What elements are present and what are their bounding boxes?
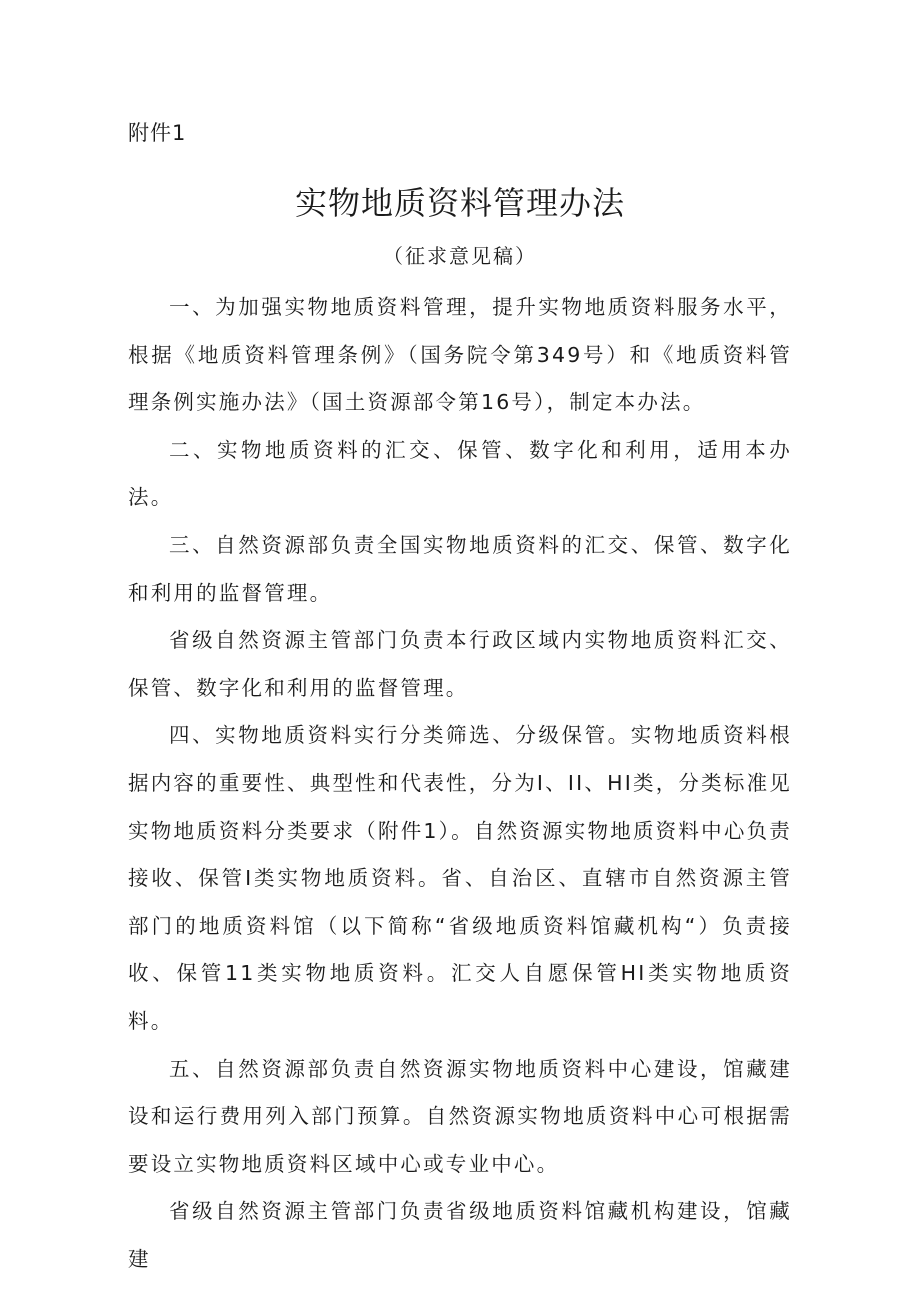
paragraph: 一、为加强实物地质资料管理，提升实物地质资料服务水平，根据《地质资料管理条例》（国务院令第349号）和《地质资料管理条例实施办法》（国土资源部令第16号），制定本办法。 bbox=[128, 295, 792, 415]
paragraph: 二、实物地质资料的汇交、保管、数字化和利用，适用本办法。 bbox=[128, 437, 792, 510]
paragraph: 四、实物地质资料实行分类筛选、分级保管。实物地质资料根据内容的重要性、典型性和代表性，分为I、II、HI类，分类标准见实物地质资料分类要求（附件1）。自然资源实物地质资料中心负责接收、保管I类实物地质资料。省、自治区、直辖市自然资源主管部门的地质资料馆（以下简称“省级地质资料馆藏机构“）负责接收、保管11类实物地质资料。汇交人自愿保管HI类实物地质资料。 bbox=[128, 723, 792, 1033]
paragraph: 省级自然资源主管部门负责本行政区域内实物地质资料汇交、保管、数字化和利用的监督管理。 bbox=[128, 628, 792, 700]
paragraph: 五、自然资源部负责自然资源实物地质资料中心建设，馆藏建设和运行费用列入部门预算。自然资源实物地质资料中心可根据需要设立实物地质资料区域中心或专业中心。 bbox=[128, 1056, 792, 1176]
document-subtitle: （征求意见稿） bbox=[383, 244, 537, 268]
attachment-label: 附件1 bbox=[128, 121, 187, 145]
document-body bbox=[128, 284, 792, 1283]
paragraph: 省级自然资源主管部门负责省级地质资料馆藏机构建设，馆藏建 bbox=[128, 1199, 792, 1271]
document-title: 实物地质资料管理办法 bbox=[294, 184, 625, 222]
paragraph: 三、自然资源部负责全国实物地质资料的汇交、保管、数字化和利用的监督管理。 bbox=[128, 532, 792, 605]
